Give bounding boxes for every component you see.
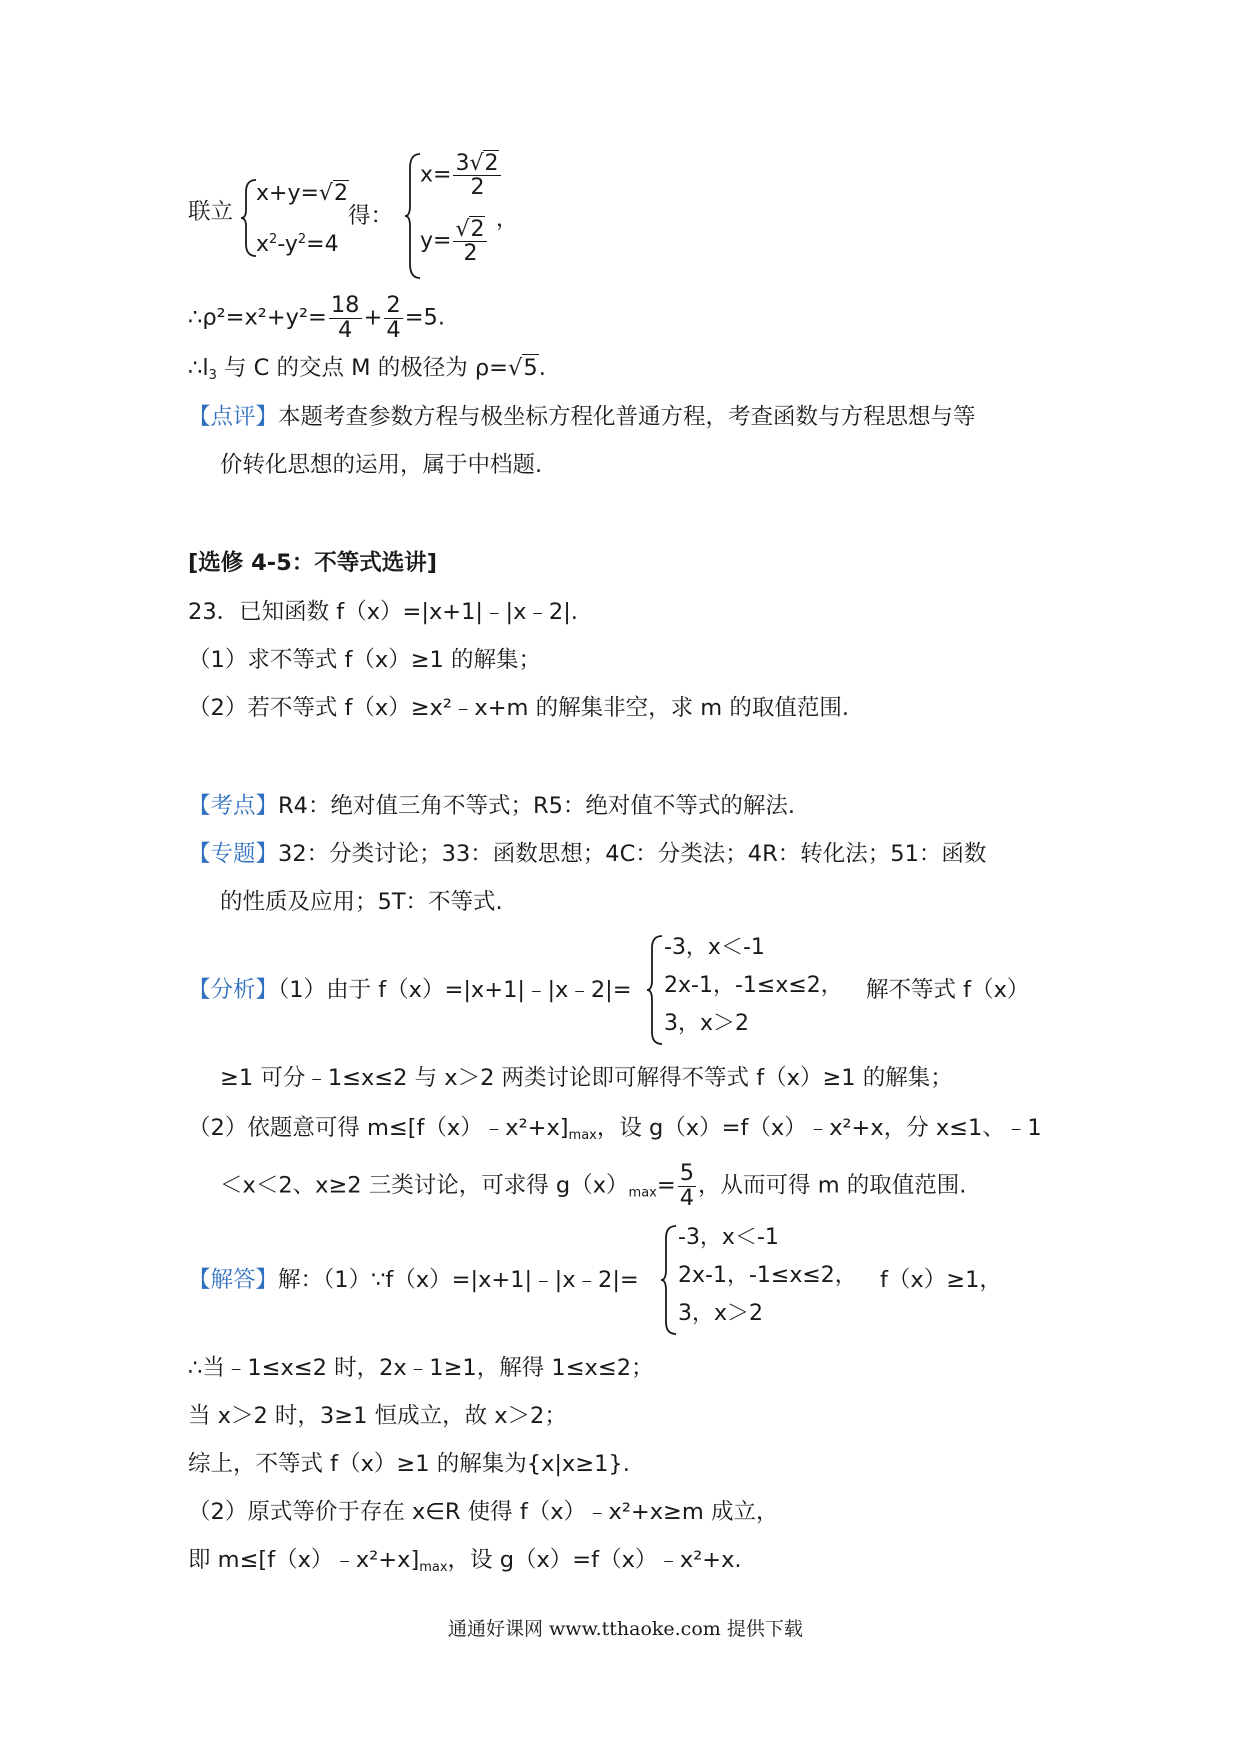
system-row-2: $x^2-y^2=4$ bbox=[256, 232, 339, 257]
left-brace-icon bbox=[646, 934, 664, 1046]
review-line-1: 【点评】本题考查参数方程与极坐标方程化普通方程，考查函数与方程思想与等 bbox=[188, 404, 976, 430]
page-footer: 通通好课网 www.tthaoke.com 提供下载 bbox=[448, 1618, 803, 1640]
system-label: 联立 bbox=[188, 199, 234, 225]
system-row-1: x+y=√2 bbox=[256, 181, 348, 206]
left-brace-icon bbox=[660, 1224, 678, 1336]
jieda-line-5: （2）原式等价于存在 x∈R 使得 f（x）﹣x²+x≥m 成立， bbox=[188, 1499, 779, 1525]
jieda-line-1: 【解答】解：（1）∵f（x）=|x+1|﹣|x﹣2|= bbox=[188, 1267, 639, 1293]
polar-radius-line: $\therefore l_3$ 与 C 的交点 M 的极径为 ρ=√5. bbox=[188, 355, 546, 383]
zhuanti-line-1: 【专题】32：分类讨论；33：函数思想；4C：分类法；4R：转化法；51：函数 bbox=[188, 841, 987, 867]
question-23-stem: 23．已知函数 f（x）=|x+1|﹣|x﹣2|. bbox=[188, 599, 578, 625]
jieda-case-1: -3，x＜-1 bbox=[678, 1225, 779, 1250]
jieda-line-3: 当 x＞2 时，3≥1 恒成立，故 x＞2； bbox=[188, 1403, 567, 1429]
fenxi-after: 解不等式 f（x） bbox=[866, 977, 1030, 1003]
fenxi-tag: 【分析】 bbox=[188, 977, 279, 1003]
fenxi-case-1: -3，x＜-1 bbox=[664, 935, 765, 960]
review-line-2: 价转化思想的运用，属于中档题. bbox=[220, 452, 543, 478]
jieda-case-2: 2x-1，-1≤x≤2， bbox=[678, 1263, 857, 1288]
sqrt-2: √2 bbox=[318, 181, 348, 206]
jieda-line-6: 即 $m\le[f(x)﹣x^2+x]_{max}$，设 g（x）=f（x）﹣x²+x. bbox=[188, 1547, 742, 1575]
review-tag: 【点评】 bbox=[188, 404, 279, 430]
kaodian-line: 【考点】R4：绝对值三角不等式；R5：绝对值不等式的解法. bbox=[188, 793, 796, 819]
zhuanti-line-2: 的性质及应用；5T：不等式. bbox=[220, 889, 503, 915]
fenxi-case-2: 2x-1，-1≤x≤2， bbox=[664, 973, 843, 998]
jieda-after: f（x）≥1， bbox=[880, 1267, 1002, 1293]
jieda-line-2: ∴当﹣1≤x≤2 时，2x﹣1≥1，解得 1≤x≤2； bbox=[188, 1355, 654, 1381]
fenxi-case-3: 3，x＞2 bbox=[664, 1011, 750, 1036]
jieda-case-3: 3，x＞2 bbox=[678, 1301, 764, 1326]
question-23-part2: （2）若不等式 f（x）≥x²﹣x+m 的解集非空，求 m 的取值范围. bbox=[188, 695, 850, 721]
yields-label: 得： bbox=[348, 203, 394, 229]
fenxi-line-1: 【分析】（1）由于 f（x）=|x+1|﹣|x﹣2|= bbox=[188, 977, 632, 1003]
solution-y: y= $\frac{√2}{2}$ bbox=[420, 218, 489, 265]
jieda-tag: 【解答】 bbox=[188, 1267, 279, 1293]
section-title: [选修 4-5：不等式选讲] bbox=[188, 550, 438, 576]
question-23-part1: （1）求不等式 f（x）≥1 的解集； bbox=[188, 647, 542, 673]
zhuanti-tag: 【专题】 bbox=[188, 841, 279, 867]
frac-3sqrt2-over-2: $\frac{3√2}{2}$ bbox=[453, 152, 501, 199]
frac-sqrt2-over-2: $\frac{√2}{2}$ bbox=[453, 218, 487, 265]
solution-comma: ， bbox=[496, 207, 519, 232]
solution-x: x= $\frac{3√2}{2}$ bbox=[420, 152, 503, 199]
fenxi-line-3: （2）依题意可得 $m\le[f(x)﹣x^2+x]_{max}$，设 g（x）=f（x）﹣x²+x，分 x≤1、﹣1 bbox=[188, 1115, 1042, 1143]
jieda-line-4: 综上，不等式 f（x）≥1 的解集为{x|x≥1}. bbox=[188, 1451, 630, 1477]
fenxi-line-2: ≥1 可分﹣1≤x≤2 与 x＞2 两类讨论即可解得不等式 f（x）≥1 的解集； bbox=[220, 1065, 953, 1091]
kaodian-tag: 【考点】 bbox=[188, 793, 279, 819]
fenxi-line-4: ＜x＜2、x≥2 三类讨论，可求得 $g(x)_{max}=$ $\frac{5}{4}$ ，从而可得 m 的取值范围. bbox=[220, 1160, 967, 1211]
rho-squared-line: ∴ρ²=x²+y²= $\frac{18}{4}$ + $\frac{2}{4}$ =5. bbox=[188, 292, 446, 343]
